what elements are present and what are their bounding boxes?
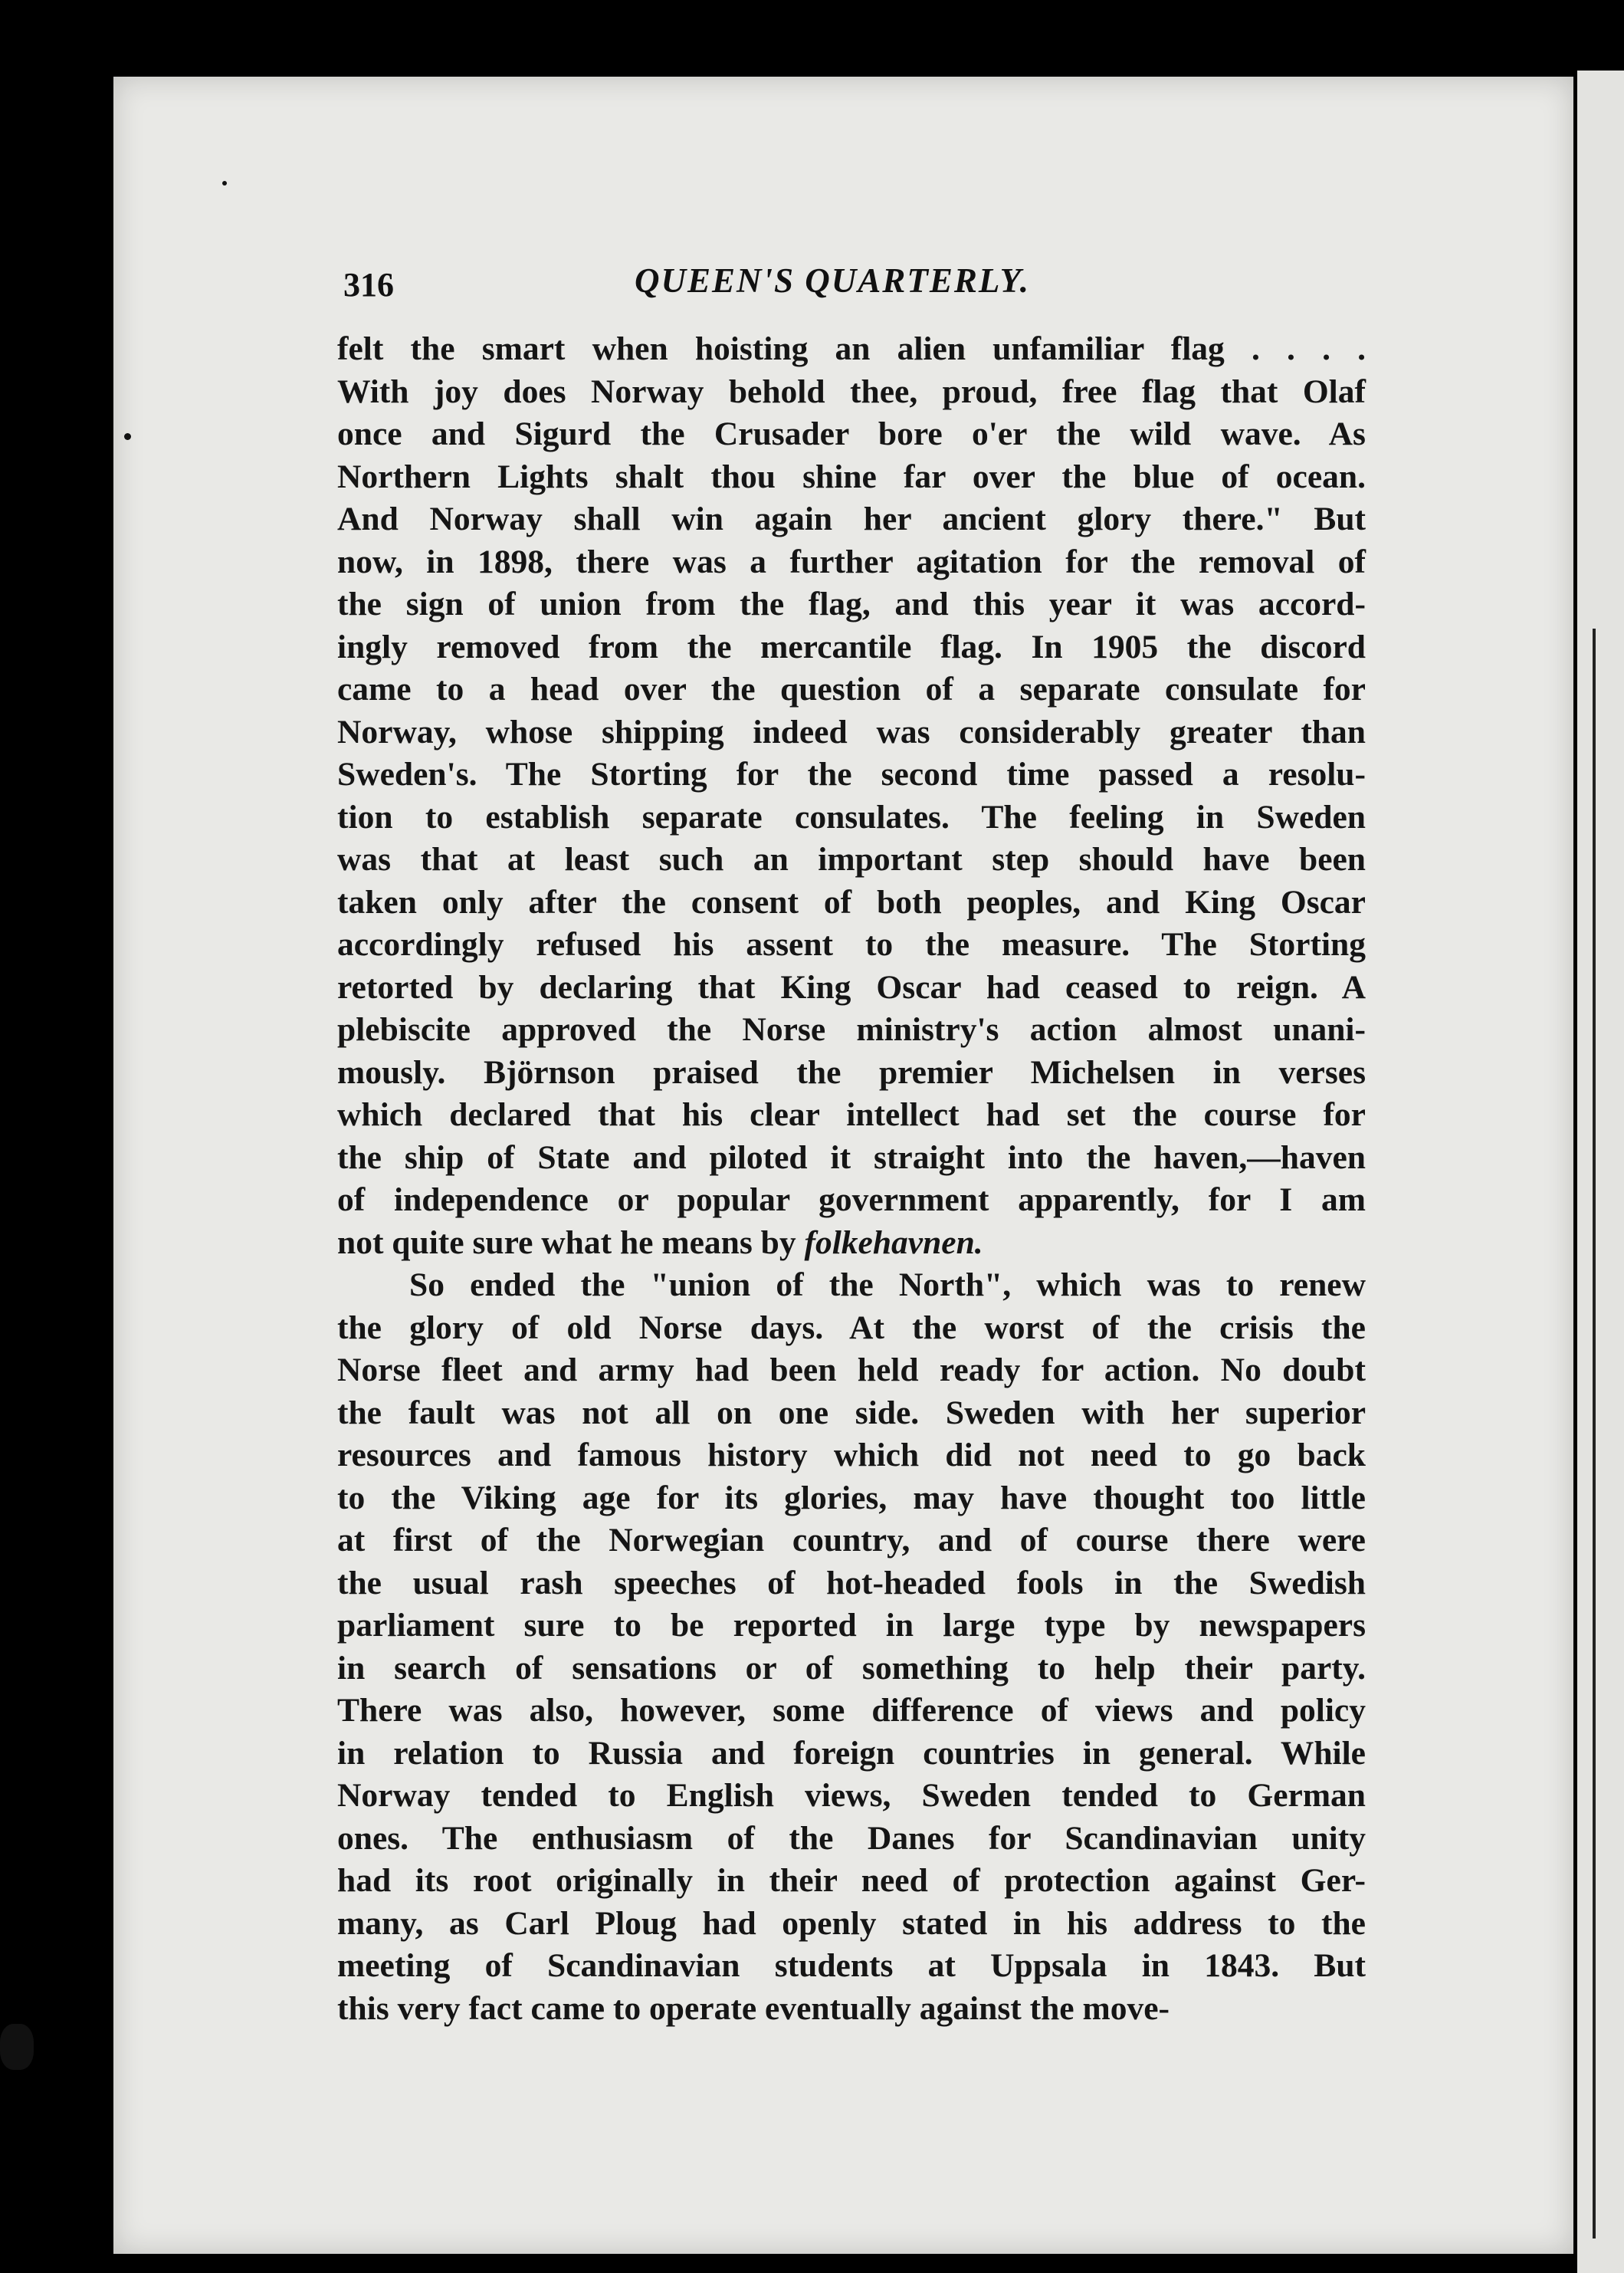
text-line: There was also, however, some difference of views and policy bbox=[337, 1692, 1366, 1729]
article-body bbox=[337, 328, 1366, 2030]
text-line: to the Viking age for its glories, may have thought too little bbox=[337, 1479, 1366, 1516]
text-line: which declared that his clear intellect had set the course for bbox=[337, 1096, 1366, 1133]
text-line: this very fact came to operate eventually against the move- bbox=[337, 1989, 1170, 2027]
text-line: parliament sure to be reported in large type by newspapers bbox=[337, 1607, 1366, 1644]
scan-speck bbox=[222, 181, 227, 186]
text-line: was that at least such an important step should have been bbox=[337, 841, 1366, 878]
text-line: Norway tended to English views, Sweden tended to German bbox=[337, 1777, 1366, 1814]
text-line: many, as Carl Ploug had openly stated in his address to the bbox=[337, 1904, 1366, 1942]
italic-term: folkehavnen. bbox=[804, 1224, 983, 1261]
paragraph bbox=[337, 1264, 1366, 2030]
text-line: tion to establish separate consulates. The feeling in Sweden bbox=[337, 798, 1366, 836]
text-line: mously. Björnson praised the premier Michelsen in verses bbox=[337, 1053, 1366, 1091]
page-number: 316 bbox=[343, 266, 394, 304]
text-line: retorted by declaring that King Oscar had ceased to reign. A bbox=[337, 968, 1366, 1006]
text-line: the ship of State and piloted it straight into the haven,—haven bbox=[337, 1138, 1366, 1176]
text-line: accordingly refused his assent to the measure. The Storting bbox=[337, 926, 1366, 963]
text-line: Norway, whose shipping indeed was considerably greater than bbox=[337, 713, 1366, 751]
text-line: And Norway shall win again her ancient glory there." But bbox=[337, 501, 1366, 537]
text-run: not quite sure what he means by bbox=[337, 1224, 805, 1261]
text-line: at first of the Norwegian country, and of course there were bbox=[337, 1522, 1366, 1559]
text-line: in relation to Russia and foreign countries in general. While bbox=[337, 1734, 1366, 1772]
text-line: once and Sigurd the Crusader bore o'er the wild wave. As bbox=[337, 416, 1366, 452]
text-line: Northern Lights shalt thou shine far over the blue of ocean. bbox=[337, 458, 1366, 495]
text-line: ingly removed from the mercantile flag. In 1905 the discord bbox=[337, 628, 1366, 665]
text-line: the glory of old Norse days. At the worst of the crisis the bbox=[337, 1309, 1366, 1346]
page-gutter-line bbox=[1593, 629, 1596, 2239]
text-line: in search of sensations or of something to help their party. bbox=[337, 1649, 1366, 1687]
scan-speck bbox=[0, 2024, 34, 2070]
paragraph bbox=[337, 328, 1366, 1264]
text-line: ones. The enthusiasm of the Danes for Scandinavian unity bbox=[337, 1819, 1366, 1857]
text-line: of independence or popular government apparently, for I am bbox=[337, 1181, 1366, 1218]
text-line: meeting of Scandinavian students at Uppsala in 1843. But bbox=[337, 1947, 1366, 1984]
text-line: With joy does Norway behold thee, proud, free flag that Olaf bbox=[337, 373, 1366, 410]
text-line: Sweden's. The Storting for the second time passed a resolu- bbox=[337, 756, 1366, 793]
scan-speck bbox=[124, 433, 131, 440]
text-line: Norse fleet and army had been held ready for action. No doubt bbox=[337, 1352, 1366, 1388]
running-header bbox=[343, 261, 1363, 307]
text-line: came to a head over the question of a separate consulate for bbox=[337, 671, 1366, 708]
text-line: plebiscite approved the Norse ministry's action almost unani- bbox=[337, 1011, 1366, 1048]
text-line: the fault was not all on one side. Sweden with her superior bbox=[337, 1394, 1366, 1431]
text-line: resources and famous history which did not need to go back bbox=[337, 1437, 1366, 1473]
text-line: the sign of union from the flag, and this year it was accord- bbox=[337, 586, 1366, 622]
text-line: felt the smart when hoisting an alien unfamiliar flag . . . . bbox=[337, 330, 1366, 367]
text-line: now, in 1898, there was a further agitation for the removal of bbox=[337, 543, 1366, 580]
text-line: So ended the "union of the North", which was to renew bbox=[409, 1266, 1366, 1303]
text-line: taken only after the consent of both peoples, and King Oscar bbox=[337, 883, 1366, 921]
next-page-edge bbox=[1577, 71, 1624, 2273]
text-line: had its root originally in their need of protection against Ger- bbox=[337, 1862, 1366, 1899]
text-line bbox=[337, 1222, 1366, 1265]
running-title: QUEEN'S QUARTERLY. bbox=[635, 261, 1031, 300]
text-line: the usual rash speeches of hot-headed fools in the Swedish bbox=[337, 1564, 1366, 1601]
